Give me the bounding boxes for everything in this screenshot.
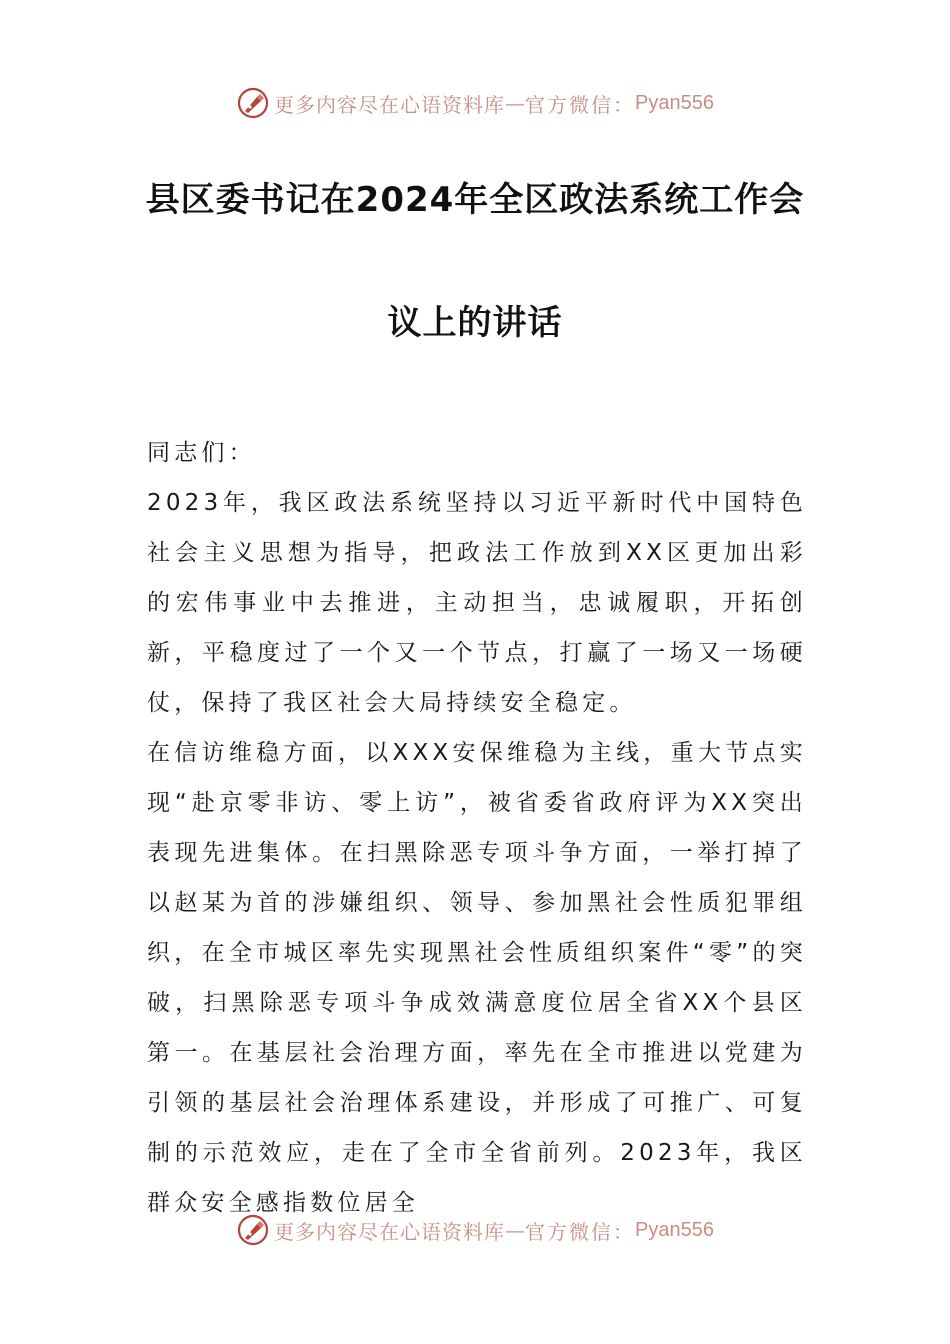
watermark-account-label: 官方微信： <box>525 1219 636 1244</box>
paragraph: 在信访维稳方面，以XXX安保维稳为主线，重大节点实现“赴京零非访、零上访”，被省委省政府评为XX突出表现先进集体。在扫黑除恶专项斗争方面，一举打掉了以赵某为首的涉嫌组织、领导、参加黑社会性质犯罪组织，在全市城区率先实现黑社会性质组织案件“零”的突破，扫黑除恶专项斗争成效满意度位居全省XX个县区第一。在基层社会治理方面，率先在全市推进以党建为引领的基层社会治理体系建设，并形成了可推广、可复制的示范效应，走在了全市全省前列。2023年，我区群众安全感指数位居全 <box>147 740 807 1216</box>
pen-nib-icon <box>236 1213 270 1247</box>
document-title-line1: 县区委书记在2024年全区政法系统工作会 <box>145 180 805 220</box>
document-body <box>147 428 807 1228</box>
watermark-account-label: 官方微信： <box>525 92 636 117</box>
watermark-separator: — <box>505 1218 526 1242</box>
watermark-account-value: Pyan556 <box>635 1218 714 1241</box>
watermark-account-value: Pyan556 <box>635 91 714 114</box>
watermark-text: 更多内容尽在心语资料库 <box>274 1219 506 1244</box>
watermark-text: 更多内容尽在心语资料库 <box>274 92 506 117</box>
pen-nib-icon <box>236 86 270 120</box>
paragraph: 2023年，我区政法系统坚持以习近平新时代中国特色社会主义思想为指导，把政法工作放到XX区更加出彩的宏伟事业中去推进，主动担当，忠诚履职，开拓创新，平稳度过了一个又一个节点，打赢了一场又一场硬仗，保持了我区社会大局持续安全稳定。 <box>147 490 807 716</box>
footer-watermark <box>0 1210 950 1250</box>
document-title-line2: 议上的讲话 <box>387 303 563 343</box>
watermark-separator: — <box>505 91 526 115</box>
salutation: 同志们： <box>147 440 256 466</box>
header-watermark <box>0 83 950 123</box>
